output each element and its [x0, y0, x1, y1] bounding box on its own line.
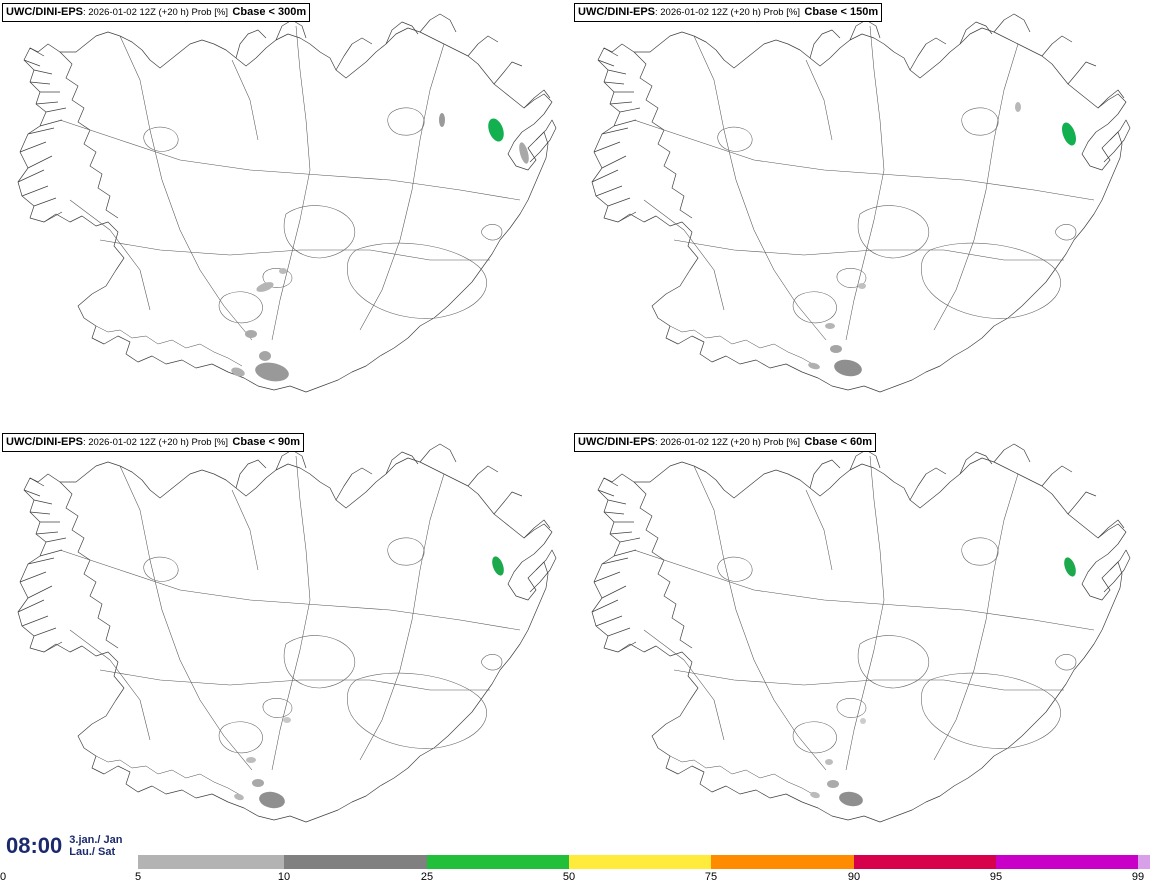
- iceland-coastline-svg: [0, 0, 574, 430]
- probability-blob-layer: [233, 555, 506, 810]
- panel-title-field: Cbase < 60m: [804, 436, 872, 448]
- grey-probability-blob-south: [259, 351, 271, 361]
- grey-probability-blob-southwest: [833, 358, 863, 379]
- grey-probability-blob-south: [252, 779, 264, 787]
- colorbar-segment-25-50: [427, 855, 569, 869]
- iceland-coastline-svg: [574, 0, 1150, 430]
- grey-probability-blob-south: [830, 345, 842, 353]
- panel-cbase-60[interactable]: [574, 430, 1150, 860]
- panel-title-field: Cbase < 150m: [804, 6, 879, 18]
- grey-probability-blob-south: [827, 780, 839, 788]
- colorbar-tick-95: 95: [989, 871, 1003, 883]
- colorbar-segment-75-90: [711, 855, 854, 869]
- iceland-map-cbase-60[interactable]: [574, 430, 1150, 860]
- grey-probability-blob-north-central: [439, 113, 445, 127]
- valid-date-line2: Lau./ Sat: [69, 846, 116, 858]
- grey-probability-blob-southwest: [258, 790, 286, 810]
- colorbar-zero-label: 0: [0, 871, 7, 883]
- grey-probability-blob-mid: [283, 717, 291, 723]
- panel-cbase-90[interactable]: [0, 430, 574, 860]
- panel-title-run: : 2026-01-02 12Z (+20 h) Prob [%]: [83, 437, 228, 448]
- grey-probability-blob-central-south: [245, 330, 257, 338]
- colorbar-tick-5: 5: [134, 871, 142, 883]
- colorbar-tick-75: 75: [704, 871, 718, 883]
- colorbar-tick-10: 10: [277, 871, 291, 883]
- colorbar-tick-90: 90: [847, 871, 861, 883]
- iceland-map-cbase-90[interactable]: [0, 430, 574, 860]
- colorbar-segment-90-95: [854, 855, 996, 869]
- panel-title-cbase-150: [574, 3, 882, 22]
- probability-blob-layer: [230, 113, 531, 384]
- valid-time: 08:00: [6, 833, 63, 858]
- colorbar-segment->99: [1138, 855, 1150, 869]
- grey-probability-blob-west: [807, 362, 820, 371]
- colorbar-tick-25: 25: [420, 871, 434, 883]
- probability-colorbar: [134, 855, 1150, 891]
- grey-probability-blob-central: [825, 759, 833, 765]
- colorbar-tick-50: 50: [562, 871, 576, 883]
- valid-time-stamp: [0, 826, 136, 866]
- grey-probability-blob-southwest: [254, 360, 291, 384]
- colorbar-segment-50-75: [569, 855, 711, 869]
- probability-blob-layer: [807, 102, 1078, 378]
- grey-probability-blob-northeast: [517, 141, 530, 164]
- green-probability-blob-northeast: [485, 116, 506, 143]
- colorbar-segment-5-10: [138, 855, 284, 869]
- panel-title-model: UWC/DINI-EPS: [578, 6, 655, 18]
- grey-probability-blob-west: [809, 791, 820, 799]
- panel-title-run: : 2026-01-02 12Z (+20 h) Prob [%]: [655, 7, 800, 18]
- panel-title-field: Cbase < 90m: [232, 436, 300, 448]
- colorbar-gradient: [138, 855, 1150, 869]
- panel-title-cbase-60: [574, 433, 876, 452]
- panel-title-model: UWC/DINI-EPS: [578, 436, 655, 448]
- valid-date-line1: 3.jan./ Jan: [69, 834, 123, 846]
- panel-cbase-150[interactable]: [574, 0, 1150, 430]
- panel-cbase-300[interactable]: [0, 0, 574, 430]
- grey-probability-blob-mid: [858, 283, 866, 289]
- green-probability-blob-northeast: [1062, 556, 1078, 578]
- iceland-coastline-svg: [574, 430, 1150, 860]
- colorbar-tick-labels: [134, 871, 1150, 887]
- grey-probability-blob-north: [1015, 102, 1021, 112]
- panel-title-field: Cbase < 300m: [232, 6, 307, 18]
- panel-title-cbase-90: [2, 433, 304, 452]
- panel-title-run: : 2026-01-02 12Z (+20 h) Prob [%]: [655, 437, 800, 448]
- colorbar-tick-99: 99: [1131, 871, 1145, 883]
- grey-probability-blob-central: [246, 757, 256, 763]
- panel-title-model: UWC/DINI-EPS: [6, 436, 83, 448]
- panel-title-run: : 2026-01-02 12Z (+20 h) Prob [%]: [83, 7, 228, 18]
- grey-probability-blob-southeast: [230, 366, 246, 378]
- iceland-coastline-svg: [0, 430, 574, 860]
- green-probability-blob-northeast: [1059, 121, 1078, 148]
- panel-title-model: UWC/DINI-EPS: [6, 6, 83, 18]
- grey-probability-blob-mid: [860, 718, 866, 724]
- valid-date: [69, 834, 122, 858]
- green-probability-blob-northeast: [490, 555, 506, 577]
- grey-probability-blob-mid: [279, 268, 287, 274]
- colorbar-segment-95-99: [996, 855, 1138, 869]
- grey-probability-blob-central: [825, 323, 835, 329]
- colorbar-segment-10-25: [284, 855, 427, 869]
- iceland-map-cbase-300[interactable]: [0, 0, 574, 430]
- grey-probability-blob-west: [233, 793, 244, 801]
- panel-title-cbase-300: [2, 3, 310, 22]
- iceland-map-cbase-150[interactable]: [574, 0, 1150, 430]
- grey-probability-blob-southwest: [838, 790, 864, 808]
